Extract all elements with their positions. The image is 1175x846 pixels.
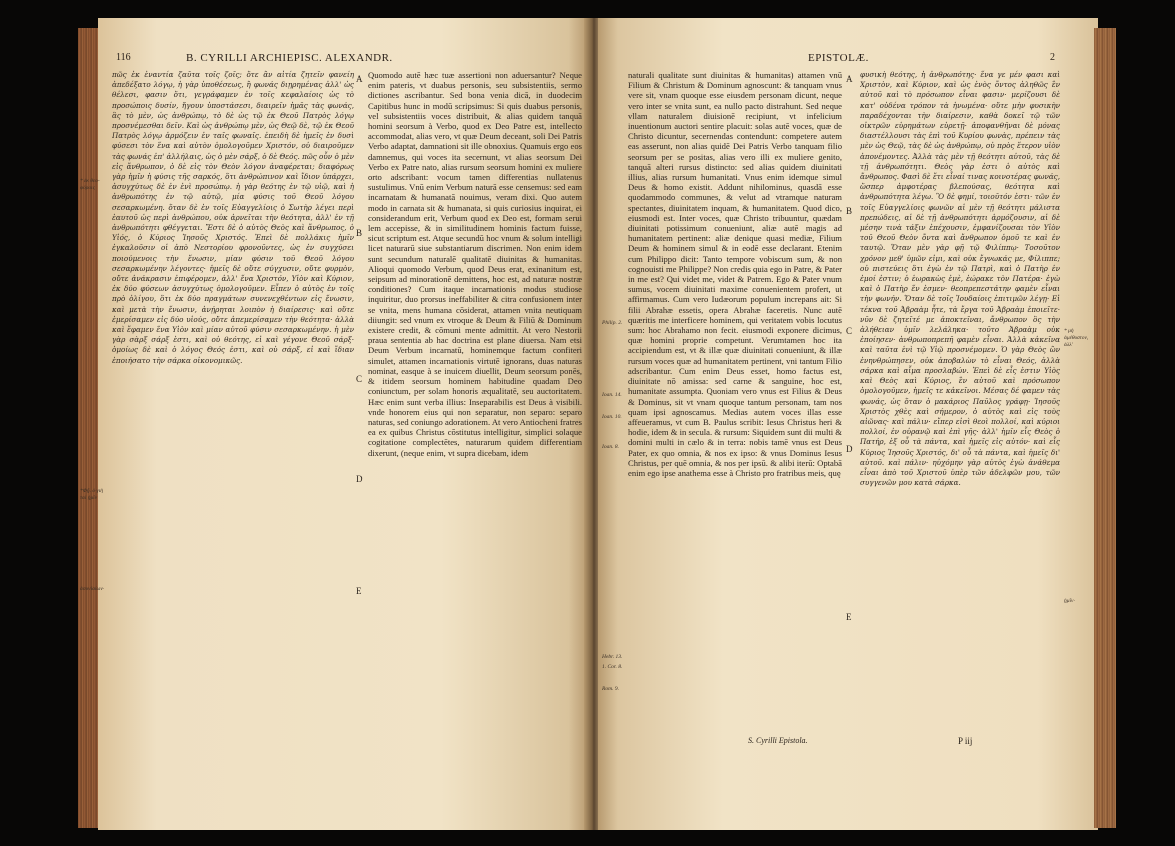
margin-ref-ioan8: Ioan. 8. bbox=[602, 444, 619, 450]
left-margin-note-3: ἀσυνίαίων· bbox=[80, 586, 105, 592]
open-book bbox=[78, 18, 1118, 830]
right-section-mark-b: B bbox=[846, 206, 853, 216]
left-running-head: B. CYRILLI ARCHIEPISC. ALEXANDR. bbox=[186, 52, 393, 64]
left-greek-column: πῶς ἐκ ἐναντία ζαῦτα τοῖς ζοῖς; ὅτε ἂν αἰτία ζητεῖν φανείη ἀπεδέξατο λόγῳ, ἡ γὰρ ὑποθέσεως, ἢ φωνάς διῃρημένας ἀλλ' ὡς θέλεσι, φασιν ὅτι, γεγράφαμεν ἐν τοῖς κεφαλαίοις ὡς τὸ προσώποις δυσίν, ἤγουν ὑποστάσεσι, διαιρεῖν ἡμᾶς τὰς φωνάς, ἃς τὸ μὲν, ὡς ἀνθρώπῳ, τὸ δὲ ὡς τῷ ἐκ Θεοῦ Πατρὸς λόγῳ προσνέμεσθαι δεῖν. Καὶ ὡς ἀνθρώπῳ μὲν, ὡς Θεῷ δὲ, τῷ ἐκ Θεοῦ Πατρὸς λόγῳ ἁρμόζειν ἐν ταῖς φωναῖς. ἐπειδὴ δὲ ἡμεῖς ἐν δυσὶ φύσεσι τὸν ἕνα καὶ αὐτὸν ὁμολογοῦμεν Χριστόν, οὐ διαιροῦμεν τὰς φωνάς ἐπ' ἀλλήλαις, ὡς ὁ μὲν σάρξ, ὁ δὲ Θεός. πῶς οὖν ὁ μὲν εἰς ἄνθρωπον, ὁ δὲ εἰς τὸν Θεὸν λόγον ἀναφέρεται; διαφόρως γὰρ ἡμῖν ἡ φύσις τῆς σαρκός, ὅτι ἀνθρώπινον καὶ ἴδιον ὑπάρχει, ἀσυγχύτως δὲ ἐν ἑνὶ προσώπῳ. ἡ γὰρ θεότης ἐν τῷ υἱῷ, καὶ ἡ ἀνθρωπότης ἐν τῷ αὐτῷ, μία φύσις τοῦ Θεοῦ λόγου σεσαρκωμένη. ὅταν δὲ ἐν τοῖς Εὐαγγελίοις ὁ Σωτὴρ λέγει περὶ ἑαυτοῦ ὡς περὶ ἀνθρώπου, οὐκ ἀρνεῖται τὴν θεότητα, ἀλλ' ἐν τῇ ἀνθρωπότητι φθέγγεται. Ἔστι δὲ ὁ αὐτὸς Θεὸς καὶ ἄνθρωπος, ὁ Υἱός, ὁ Κύριος Ἰησοῦς Χριστός. Ἐπεὶ δὲ πολλάκις ἡμῖν ἐγκαλοῦσιν οἱ ἀπὸ Νεστορίου φρονοῦντες, ὡς ἐν συγχύσει ποιούμενοις τὴν ἕνωσιν, μίαν φύσιν τοῦ Θεοῦ λόγου σεσαρκωμένην λέγοντες· ἡμεῖς δὲ οὔτε σύγχυσιν, οὔτε φυρμὸν, οὔτε ἀνάκρασιν ἐπιφέρομεν, ἀλλ' ἕνα Χριστόν, Υἱὸν καὶ Κύριον, ἐκ δύο φύσεων ἀσυγχύτως ὁμολογοῦμεν. Εἶπεν ὁ αὐτὸς ἐν τοῖς πρὸ ὀλίγου, ὅτι ἐκ δύο πραγμάτων συνενεχθέντων εἰς ἕνωσιν, καὶ μετὰ τὴν ἕνωσιν, ἀνῄρηται λοιπὸν ἡ διαίρεσις· καὶ οὔτε ἐμερίσαμεν εἰς δύο υἱούς, οὔτε ἀπεμερίσαμεν τὴν θεότητα· ἀλλὰ καὶ ἔφαμεν ἕνα Υἱὸν καὶ μίαν αὐτοῦ φύσιν σεσαρκωμένην. ἡ μὲν γὰρ σὰρξ σάρξ ἐστι, καὶ οὐ θεότης, εἰ καὶ γέγονε Θεοῦ σάρξ· ὁμοίως δὲ καὶ ὁ λόγος Θεός ἐστι, καὶ οὐ σάρξ, εἰ καὶ ἴδιαν ἐποιήσατο τὴν σάρκα οἰκονομικῶς. bbox=[112, 70, 354, 365]
margin-ref-ioan10: Ioan. 10. bbox=[602, 414, 622, 420]
right-margin-note-2: ᾑμῖν· bbox=[1064, 598, 1075, 604]
catchword-footer: S. Cyrilli Epistola. bbox=[748, 736, 808, 745]
margin-ref-hebr13: Hebr. 13. bbox=[602, 654, 623, 660]
left-page-number: 116 bbox=[116, 52, 131, 63]
margin-ref-ioan14: Ioan. 14. bbox=[602, 392, 622, 398]
left-page bbox=[98, 18, 588, 830]
right-section-mark-c: C bbox=[846, 326, 853, 336]
right-latin-column: naturali qualitate sunt diuinitas & humanitas) attamen vnū Filium & Christum & Dominum agnoscunt: & tanquam vnus vere sit, vnam quoque esse eiusdem personam dicunt, neque vero inter se vnita sunt, ea nullo pacto distrahunt. Sed neque vllam naturalem diuisionē recipiunt, vt infelicium inuentionum auctori sentire placuit: solas autē voces, quæ de Christo dicuntur, secernendas contendunt: competere autem eas asserunt, non alias quidē Dei Patris Verbo tanquam filio seorsum per se positas, alias vero illi ex muliere genito, tanquā alteri rursus distincto: sed alias quidem diuinitati illius, alias rursum humanitati. Vnus enim idemque simul Deus & homo existit. Addunt nihilominus, quasdā esse quodammodo communes, & velut ad vtramque naturam spectantes, diuinitatem inquam, & humanitatem. Quod dico, eiusmodi est. Inter voces, quæ Christo tribuuntur, quædam diuinitati potissimum conueniunt, aliæ autē magis ad humanitatem pertinent: aliæ denique quasi mediæ, Filium Deum & hominem simul & in eodē esse declarant. Etenim cum Philippo dicit: Tanto tempore vobiscum sum, & non cognouisti me Philippe? Non credis quia ego in Patre, & Pater in me est? Qui videt me, videt & Patrem. Ego & Pater vnum sumus, vocem diuinitati maxime conuenientem profert, ut affirmamus. Cum vero Iudæorum populum increpans ait: Si filii Abrahæ essetis, opera Abrahæ faceretis. Nunc autē quæritis me interficere hominem, qui veritatem vobis locutus sum: hoc Abrahamo non fecit. eiusmodi exponere dicimus, quæ homini proprie competunt. Verumtamen hoc ita accipiendum est, vt & illæ quæ diuinitati conueniunt, & illæ rursum voces quæ ad humanitatem pertinent, vni tantum Filio adscribantur. Cum enim Deus esset, homo factus est, diuinitate nō amissa: sed carne & sanguine, hoc est, humanitate assumpta. Quoniam vero vnus est Filius & Deus & Dominus, sit vt vnam quoque tantum personam, tam nos quam ipsi agnoscamus. Medias autem voces illas esse affeueramus, vt cum B. Paulus scribit: Iesus Christus heri & hodie, idem & in secula. & rursum: Siquidem sunt dii multi & domini multi in cælo & in terra: nobis tamē vnus est Deus Pater, ex quo omnia, & nos ex ipso: & vnus Dominus Iesus Christus, per quē omnia, & nos per ipsū. & alibi iterū: Optabā enim ego ipse anathema esse à Christo pro fratribus meis, quę bbox=[628, 70, 842, 478]
right-page bbox=[598, 18, 1098, 830]
right-section-mark-a: A bbox=[846, 74, 853, 84]
section-mark-a: A bbox=[356, 74, 363, 84]
section-mark-b: B bbox=[356, 228, 363, 238]
right-page-edges bbox=[1094, 28, 1116, 828]
section-mark-e: E bbox=[356, 586, 362, 596]
left-margin-note-2: *Φῇ. ὁ·γιὴ ταὶ ᾑμῖν bbox=[80, 488, 103, 501]
section-mark-c: C bbox=[356, 374, 363, 384]
right-margin-note-1: * μὴ ἀμέθυστον, ἀλλ' bbox=[1064, 328, 1089, 348]
right-greek-column: φυσικὴ θεότης, ἡ ἀνθρωπότης· ἕνα γε μέν φασι καὶ Χριστὸν, καὶ Κύριον, καὶ ὡς ἑνὸς ὄντος ἀληθῶς ἓν αὐτοῦ καὶ τὸ πρόσωπον εἶναι φασιν· μερίζουσι δὲ κατ' οὐδένα τρόπον τὰ ἡνωμένα· οὔτε μὴν φυσικὴν παραδέχονται τὴν διαίρεσιν, καθὰ δοκεῖ τῷ τῶν οἰκτρῶν εὑρημάτων εὑρετῇ· ἀποφανθῆναι δὲ μόνας διαστέλλουσι τὰς ἐπὶ τοῦ Κυρίου φωνὰς, πρέπειν τὰς μὲν ὡς Θεῷ, τὰς δὲ ὡς ἀνθρώπῳ, οὐ πρὸς ἕτερον υἱὸν ἀπονέμοντες. Ἀλλὰ τὰς μὲν τῇ θεότητι αὐτοῦ, τὰς δὲ τῇ ἀνθρωπότητι. Θεὸς γὰρ ἐστι ὁ αὐτὸς καὶ ἄνθρωπος. Φασὶ δὲ ἔτι εἶναί τινας κοινοτέρας φωνάς, ὥσπερ ἀμφοτέρας βλεπούσας, θεότητα καὶ ἀνθρωπότητα λέγω. Ὃ δὲ φημί, τοιοῦτόν ἐστι· τῶν ἐν τοῖς Εὐαγγελίοις φωνῶν αἱ μὲν τῇ θεότητι μάλιστα πρεπώδεις, αἱ δὲ τῇ ἀνθρωπότητι ἁρμόζουσιν, αἱ δὲ μέσην τινὰ τάξιν ἐπέχουσιν, ἐμφανίζουσαι τὸν Υἱὸν τοῦ Θεοῦ Θεὸν ὄντα καὶ ἄνθρωπον ὁμοῦ τε καὶ ἐν ταυτῷ. Ὅταν μὲν γὰρ φῇ τῷ Φιλίππῳ· Τοσοῦτον χρόνον μεθ' ὑμῶν εἰμι, καὶ οὐκ ἔγνωκάς με, Φίλιππε; οὐ πιστεύεις ὅτι ἐγὼ ἐν τῷ Πατρὶ, καὶ ὁ Πατὴρ ἐν ἐμοί ἐστιν; ὁ ἑωρακὼς ἐμὲ, ἑώρακε τὸν Πατέρα· ἐγὼ καὶ ὁ Πατὴρ ἕν ἐσμεν· θεοπρεπεστάτην φαμὲν εἶναι τὴν φωνήν. Ὅταν δὲ τοῖς Ἰουδαίοις ἐπιτιμῶν λέγῃ· Εἰ τέκνα τοῦ Ἀβραὰμ ἦτε, τὰ ἔργα τοῦ Ἀβραὰμ ἐποιεῖτε· νῦν δὲ ζητεῖτέ με ἀποκτεῖναι, ἄνθρωπον ὃς τὴν ἀλήθειαν ὑμῖν λελάληκα· τοῦτο Ἀβραὰμ οὐκ ἐποίησεν· ἀνθρωποπρεπῆ φαμὲν εἶναι. Ἀλλὰ κἀκεῖνα καὶ ταῦτα ἑνὶ τῷ Υἱῷ προσνέμομεν. Ὁ γὰρ Θεὸς ὢν ἐνηνθρώπησεν, οὐκ ἀποβαλὼν τὸ εἶναι Θεός, ἀλλὰ σάρκα καὶ αἷμα προσλαβών. Ἐπεὶ δὲ εἷς ἐστιν Υἱὸς καὶ Θεὸς καὶ Κύριος, ἓν αὐτοῦ καὶ πρόσωπον ὁμολογοῦμεν, ἡμεῖς τε κἀκεῖνοι. Μέσας δέ φαμεν τὰς φωνάς, ὡς ὅταν ὁ μακάριος Παῦλος γράφῃ· Ἰησοῦς Χριστὸς χθὲς καὶ σήμερον, ὁ αὐτὸς καὶ εἰς τοὺς αἰῶνας· καὶ πάλιν· εἴπερ εἰσὶ θεοὶ πολλοί, καὶ κύριοι πολλοί, ἐν οὐρανῷ καὶ ἐπὶ γῆς· ἀλλ' ἡμῖν εἷς Θεὸς ὁ Πατήρ, ἐξ οὗ τὰ πάντα, καὶ ἡμεῖς εἰς αὐτόν· καὶ εἷς Κύριος Ἰησοῦς Χριστός, δι' οὗ τὰ πάντα, καὶ ἡμεῖς δι' αὐτοῦ. καὶ πάλιν· ηὐχόμην γὰρ αὐτὸς ἐγὼ ἀνάθεμα εἶναι ἀπὸ τοῦ Χριστοῦ ὑπὲρ τῶν ἀδελφῶν μου, τῶν συγγενῶν μου κατὰ σάρκα. bbox=[860, 70, 1060, 488]
margin-ref-rom9: Rom. 9. bbox=[602, 686, 619, 692]
right-running-head: EPISTOLÆ. bbox=[808, 52, 869, 64]
right-page-number: 2 bbox=[1050, 52, 1055, 63]
margin-ref-philip: Philip. 2. bbox=[602, 320, 623, 326]
margin-ref-1cor8: 1. Cor. 8. bbox=[602, 664, 623, 670]
signature-mark: P iij bbox=[958, 736, 973, 746]
section-mark-d: D bbox=[356, 474, 363, 484]
left-latin-column: Quomodo autē hæc tuæ assertioni non aduersantur? Neque enim pateris, vt duabus personis, seu subsistentiis, sermo dictiones ascribantur. Sed bona venia dicā, in duodecim Capitibus hunc in modū scripsimus: Si quis duabus personis, vel subsistentiis voces distribuit, & alias quidem tanquā homini seorsum à Verbo, quod ex Deo Patre est, intellecto accommodat, alias vero, vt quæ Deum deceant, soli Dei Patris Verbo adaptat, damnationi sit ille obnoxius. Quamuis ergo eos damnemus, qui voces ita secernunt, vt alias seorsum Dei Verbo ex Patre nato, alias rursum seorsum homini ex muliere orto adscribant: vocum tamen differentias nullatenus sustulimus. Vnū enim Verbum naturā esse censemus: sed eam incarnatam & humanatā nouimus, veram dixi. Quo autem modo in carnata sit & humanata, si quis curiosius inquirat, ei considerandum erit, Verbum quod ex Deo est, formam serui lem accepisse, & in similitudinem hominis factum fuisse, sicut scriptum est. Atque secundū hoc vnum & solum intelligi licet naturarū siue substantiarum discrimen. Non enim idem sunt secundum naturalē qualitatē diuinitas & humanitas. Alioqui quomodo Verbum, quod Deus erat, exinanitum est, seipsum ad minorationē demittens, hoc est, ad naturæ nostræ conditiones? Cum itaque incarnationis modus studiose inquiritur, duo prorsus ineffabiliter & citra confusionem inter se vnita, mens humana cōsiderat, attamen vnita neutiquam diiungit: sed vnum ex vtroque & Deum & Filiū & Dominum existere credit, & cōmuni mente admittit. At vero Nestorii praua sententia ab hac doctrina est plane diuersa. Nam etsi Deum Verbum incarnatū, hominemque factum confiteri simulet, attamen incarnationis virtutē ignorans, duas naturas nominat, easque à se inuicem diuellit, Deum seorsum ponēs, & itidem seorsum hominem habitudine quadam Deo coniunctum, per solam honoris æqualitatē, seu auctoritatem. Hæc enim sunt verba illius: Inseparabilis est Deus à visibili. vnde honorem eius qui non separatur, non separo: separo naturas, sed coniungo adorationem. At vero Antiocheni fratres ea ex quibus Christus cōstitutus intelligitur, simplici solaque cogitatione complectētes, naturarum quidem differentiam dixerunt, (neque enim, vt supra dicebam, idem bbox=[368, 70, 582, 458]
left-margin-note-1: * ἐκ θεο-φόροις bbox=[80, 178, 100, 191]
right-section-mark-d: D bbox=[846, 444, 853, 454]
right-section-mark-e: E bbox=[846, 612, 852, 622]
